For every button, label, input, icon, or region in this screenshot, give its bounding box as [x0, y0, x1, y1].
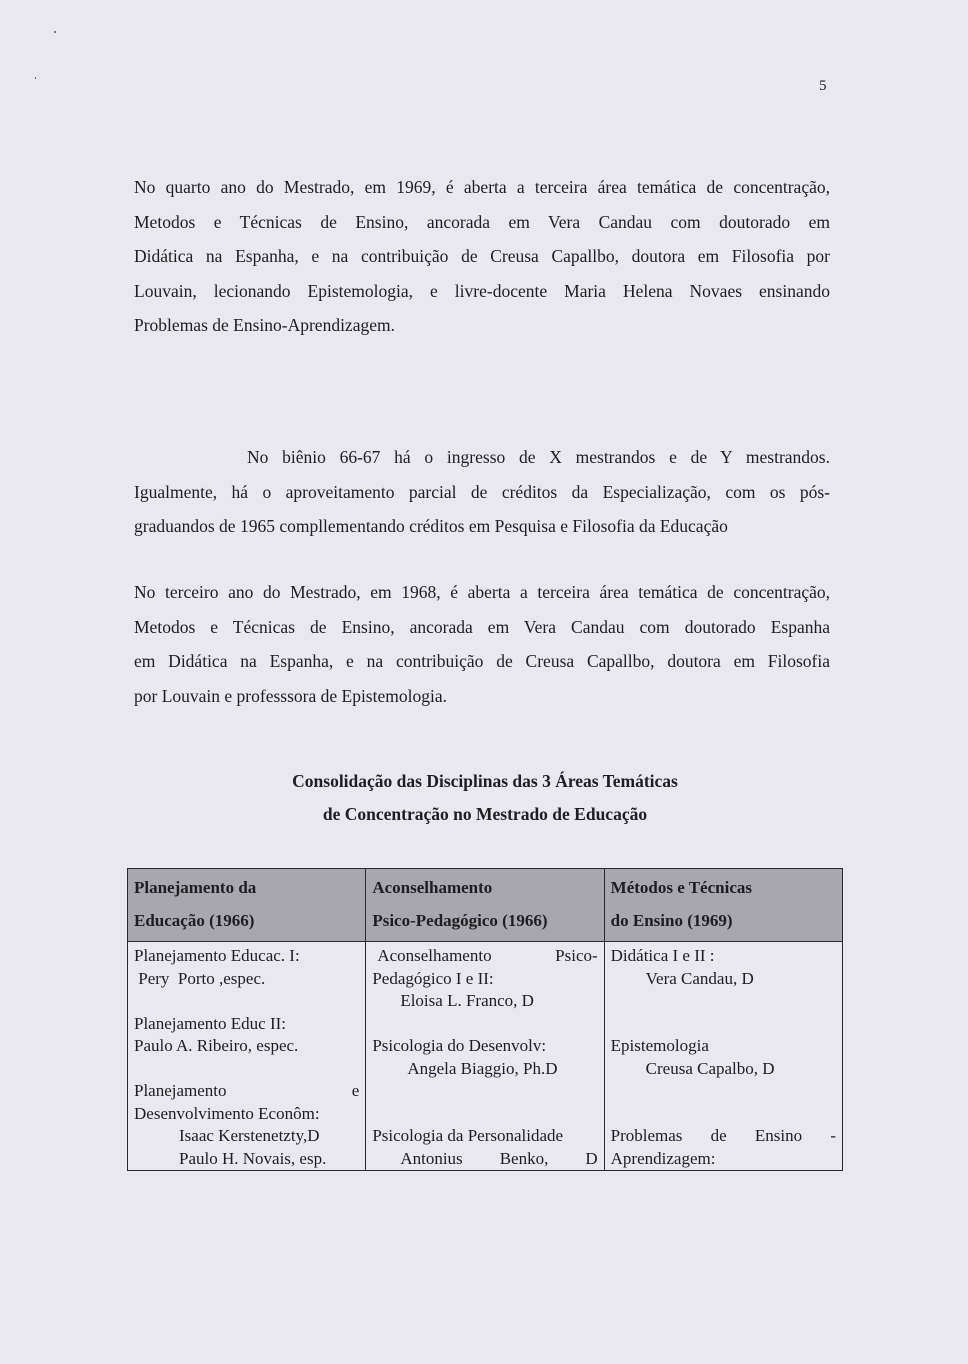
paragraph-line: Metodos e Técnicas de Ensino, ancorada em Vera Candau com doutorado em — [134, 211, 830, 232]
cell-line: Eloisa L. Franco, D — [400, 991, 534, 1010]
header-planejamento — [128, 869, 366, 942]
cell-line: Psicologia do Desenvolv: — [372, 1036, 547, 1055]
paragraph-line: No biênio 66-67 há o ingresso de X mestrandos e de Y mestrandos. — [247, 447, 830, 467]
cell-line: Problemas de Ensino - — [610, 1126, 836, 1145]
cell-aconselhamento — [366, 942, 604, 1171]
header-line: Aconselhamento — [372, 878, 493, 897]
header-line: Métodos e Técnicas — [610, 878, 752, 897]
cell-gap — [611, 1103, 836, 1126]
cell-gap — [372, 1080, 597, 1103]
cell-line: Angela Biaggio, Ph.D — [407, 1058, 558, 1078]
cell-line: Didática I e II : — [610, 946, 715, 965]
cell-line: Pery Porto ,espec. — [134, 968, 266, 988]
table-title-line: Consolidação das Disciplinas das 3 Áreas Temáticas — [292, 771, 678, 791]
table-row — [128, 942, 843, 1171]
paragraph-line: em Didática na Espanha, e na contribuição de Creusa Capallbo, doutora em Filosofia — [134, 651, 830, 671]
page-number: 5 — [819, 78, 827, 94]
disciplines-table — [127, 868, 843, 1171]
cell-planejamento — [128, 942, 366, 1171]
paragraph-line: Louvain, lecionando Epistemologia, e livre-docente Maria Helena Novaes ensinando — [134, 280, 830, 301]
header-aconselhamento — [366, 869, 604, 942]
cell-line: Psicologia da Personalidade — [372, 1126, 564, 1145]
paragraph-line: Problemas de Ensino-Aprendizagem. — [134, 315, 395, 335]
cell-gap — [611, 1080, 836, 1103]
cell-line: Planejamento Educ II: — [134, 1013, 287, 1033]
cell-line: Paulo A. Ribeiro, espec. — [134, 1036, 299, 1055]
header-line: Planejamento da — [134, 878, 257, 897]
cell-gap — [134, 990, 359, 1013]
paragraph-line: graduandos de 1965 compllementando créditos em Pesquisa e Filosofia da Educação — [134, 516, 728, 536]
cell-line: Vera Candau, D — [645, 968, 754, 988]
cell-line: Antonius Benko, D — [400, 1148, 598, 1168]
cell-line: Planejamento e — [134, 1081, 360, 1100]
paragraph-2 — [134, 440, 830, 544]
header-line: Psico-Pedagógico (1966) — [372, 911, 548, 930]
scan-speck — [54, 31, 56, 33]
scan-speck — [35, 77, 36, 79]
cell-gap — [372, 1103, 597, 1126]
paragraph-line: Metodos e Técnicas de Ensino, ancorada em Vera Candau com doutorado Espanha — [134, 616, 830, 637]
cell-line: Epistemologia — [610, 1036, 709, 1055]
cell-line: Aconselhamento Psico- — [377, 946, 598, 965]
cell-line: Isaac Kerstenetzty,D — [179, 1126, 320, 1145]
paragraph-line: Igualmente, há o aproveitamento parcial de créditos da Especialização, com os pós- — [134, 481, 830, 502]
cell-gap — [372, 1013, 597, 1036]
paragraph-3 — [134, 575, 830, 713]
cell-gap — [611, 1013, 836, 1036]
table-title-line: de Concentração no Mestrado de Educação — [322, 804, 648, 824]
header-line: Educação (1966) — [134, 911, 255, 930]
cell-gap — [611, 990, 836, 1013]
cell-line: Aprendizagem: — [610, 1148, 716, 1168]
cell-line: Desenvolvimento Econôm: — [134, 1103, 320, 1123]
paragraph-line: por Louvain e professsora de Epistemologia. — [134, 685, 447, 706]
paragraph-1 — [134, 170, 830, 343]
cell-line: Creusa Capalbo, D — [645, 1058, 775, 1078]
table-header-row — [128, 869, 843, 942]
cell-gap — [134, 1058, 359, 1081]
table-title — [200, 765, 770, 831]
paragraph-line: No quarto ano do Mestrado, em 1969, é aberta a terceira área temática de concentração, — [134, 177, 830, 197]
paragraph-line: No terceiro ano do Mestrado, em 1968, é aberta a terceira área temática de concentração, — [134, 582, 830, 602]
header-metodos — [604, 869, 842, 942]
header-line: do Ensino (1969) — [610, 911, 733, 930]
cell-metodos — [604, 942, 842, 1171]
cell-line: Planejamento Educac. I: — [134, 946, 300, 965]
cell-line: Pedagógico I e II: — [372, 968, 494, 988]
cell-line: Paulo H. Novais, esp. — [179, 1148, 327, 1168]
paragraph-line: Didática na Espanha, e na contribuição de Creusa Capallbo, doutora em Filosofia por — [134, 246, 830, 266]
